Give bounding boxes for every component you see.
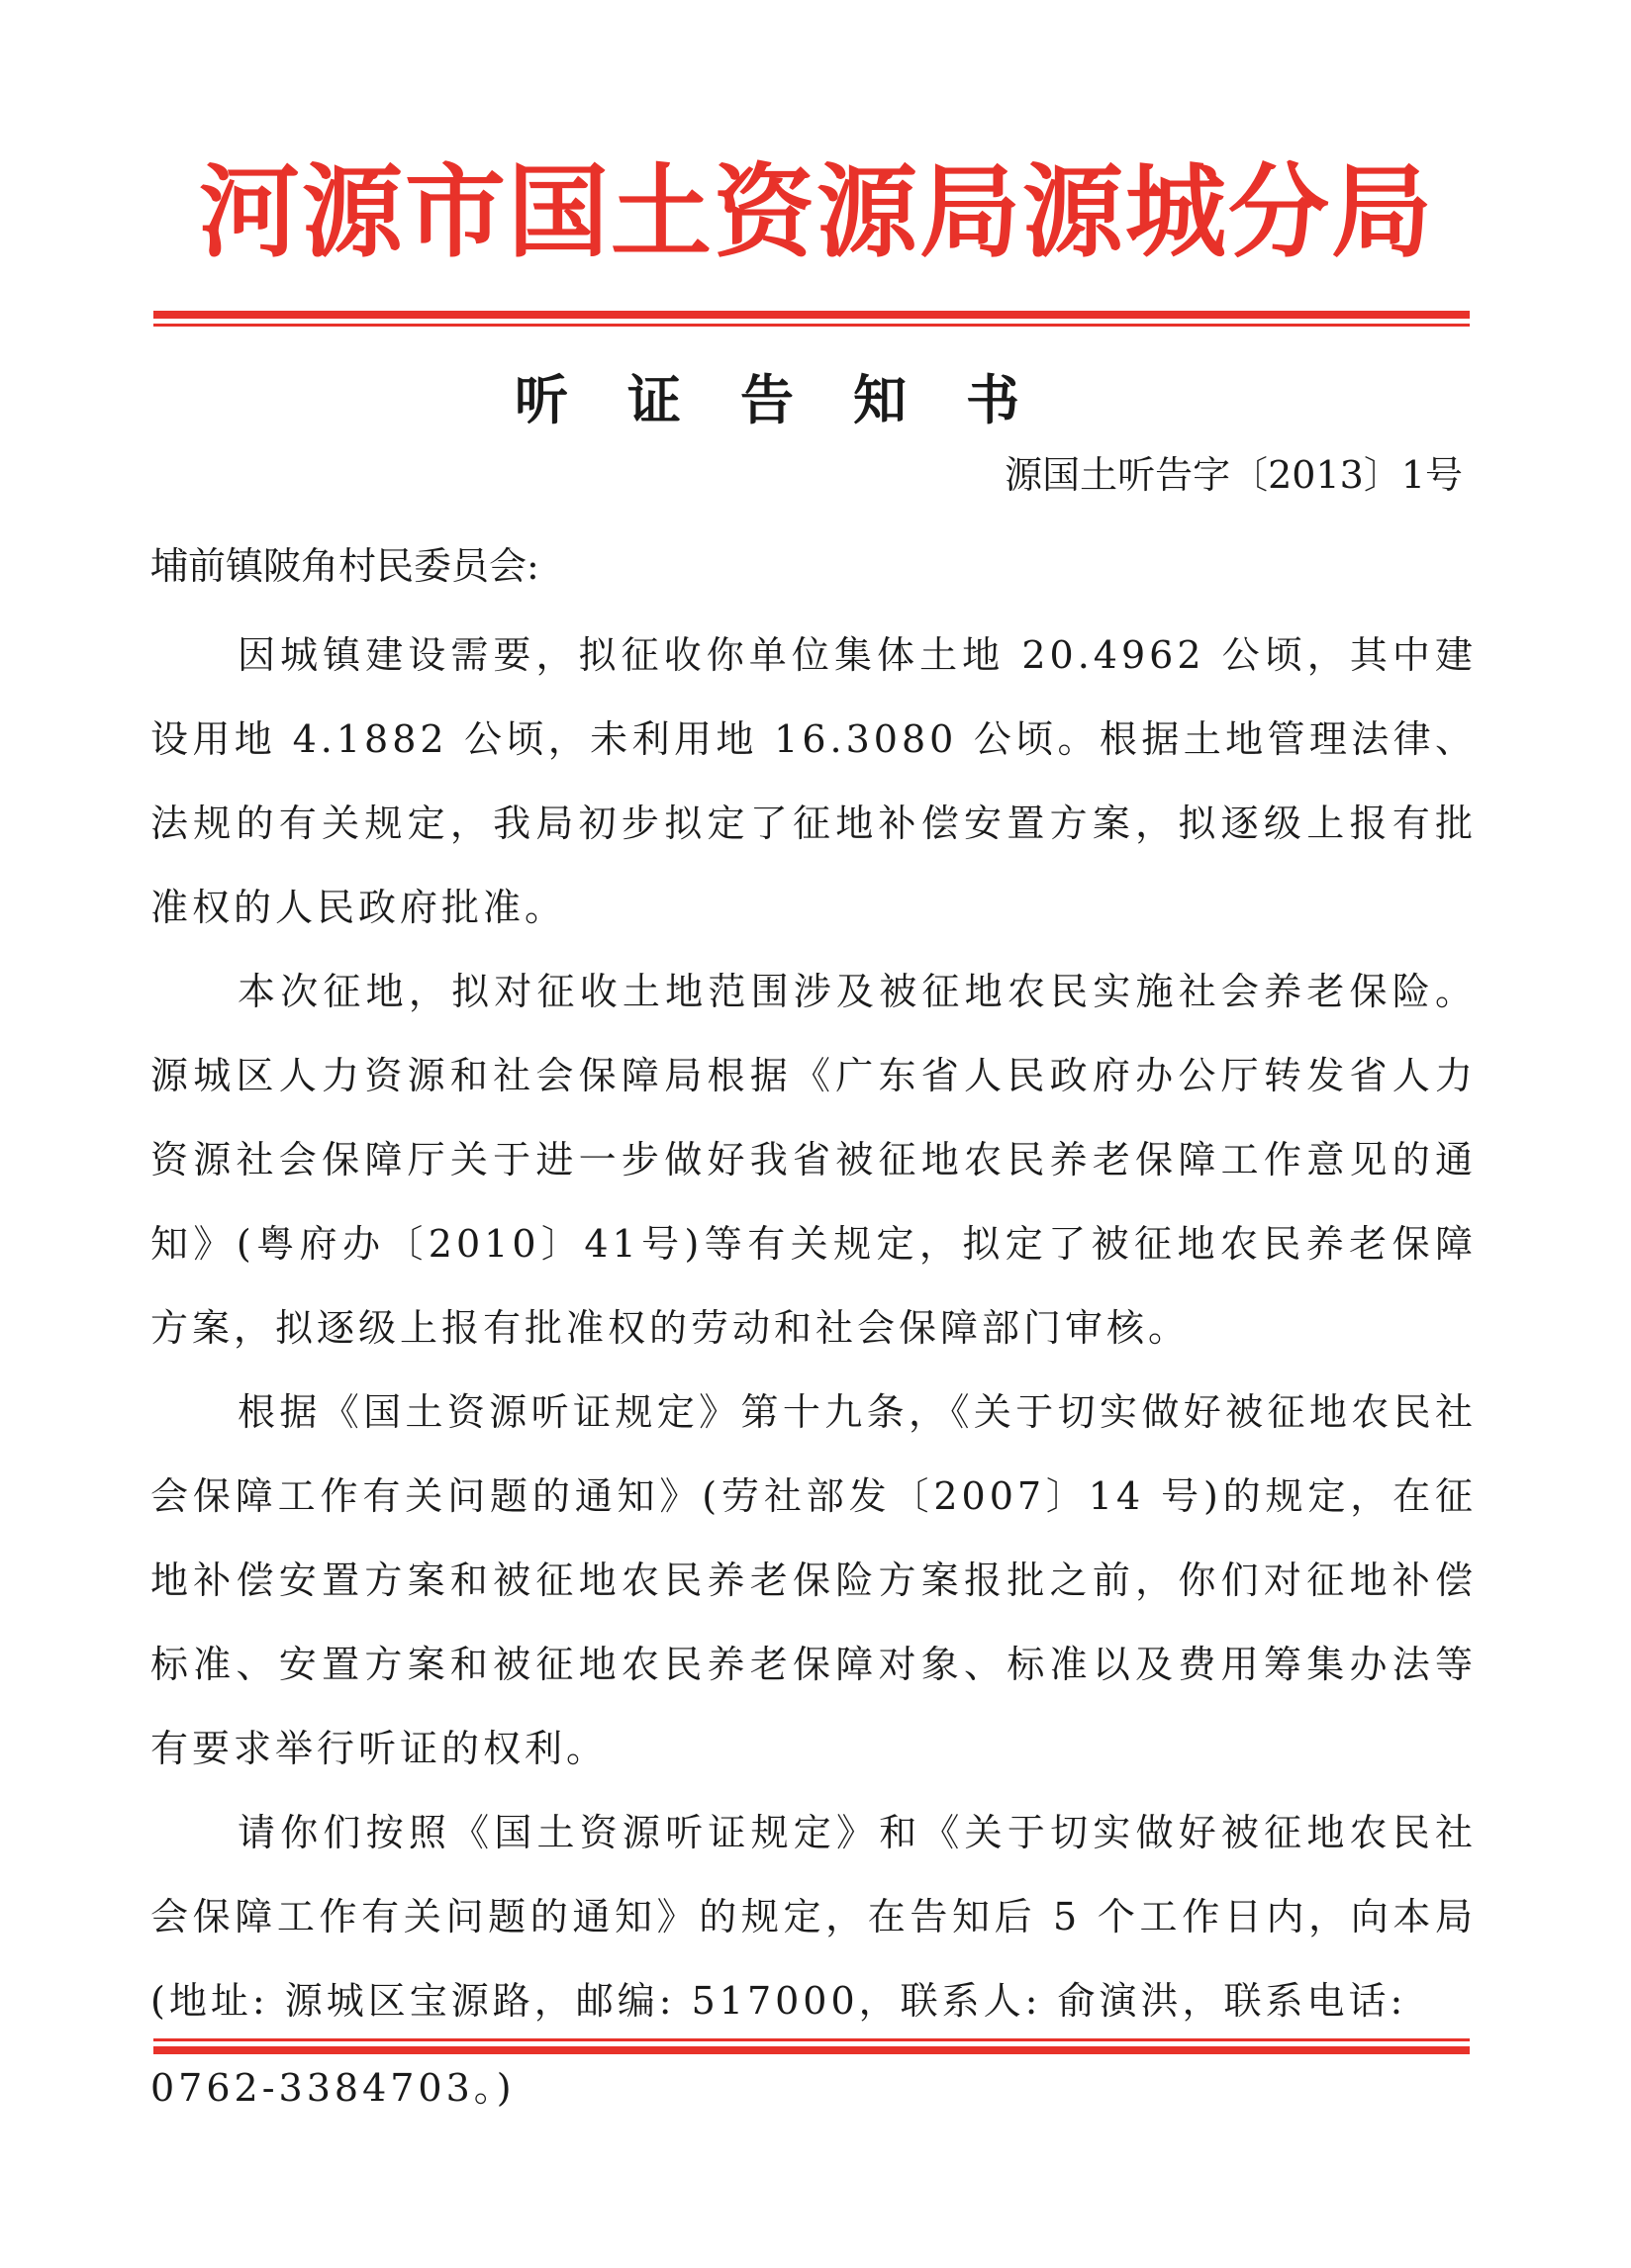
red-divider-top	[153, 311, 1470, 319]
document-number: 源国土听告字〔2013〕1号	[1005, 453, 1463, 497]
letterhead-title: 河源市国土资源局源城分局	[199, 153, 1434, 272]
red-divider-top-thin	[153, 324, 1470, 327]
paragraph: 因城镇建设需要，拟征收你单位集体土地 20.4962 公顷，其中建设用地 4.1882 公顷，未利用地 16.3080 公顷。根据土地管理法律、法规的有关规定，我局初步拟定了征地补偿安置方案，拟逐级上报有批准权的人民政府批准。	[150, 633, 1477, 929]
paragraph: 根据《国土资源听证规定》第十九条，《关于切实做好被征地农民社会保障工作有关问题的通知》(劳社部发〔2007〕14 号)的规定，在征地补偿安置方案和被征地农民养老保险方案报批之前，你们对征地补偿标准、安置方案和被征地农民养老保障对象、标准以及费用筹集办法等有要求举行听证的权利。	[150, 1390, 1477, 1770]
paragraph: 本次征地，拟对征收土地范围涉及被征地农民实施社会养老保险。源城区人力资源和社会保障局根据《广东省人民政府办公厅转发省人力资源社会保障厅关于进一步做好我省被征地农民养老保障工作意见的通知》(粤府办〔2010〕41号)等有关规定，拟定了被征地农民养老保障方案，拟逐级上报有批准权的劳动和社会保障部门审核。	[150, 970, 1477, 1350]
contact-phone-line: 0762-3384703。)	[150, 2066, 516, 2110]
red-divider-bottom	[153, 2046, 1470, 2054]
paragraph: 请你们按照《国土资源听证规定》和《关于切实做好被征地农民社会保障工作有关问题的通知》的规定，在告知后 5 个工作日内，向本局(地址: 源城区宝源路，邮编: 517000，联系人: 俞演洪，联系电话:	[150, 1811, 1477, 2023]
body-text	[150, 614, 1477, 2043]
document-title: 听证告知书	[515, 369, 1079, 431]
addressee: 埔前镇陂角村民委员会:	[150, 544, 539, 588]
red-divider-bottom-thin	[153, 2038, 1470, 2041]
